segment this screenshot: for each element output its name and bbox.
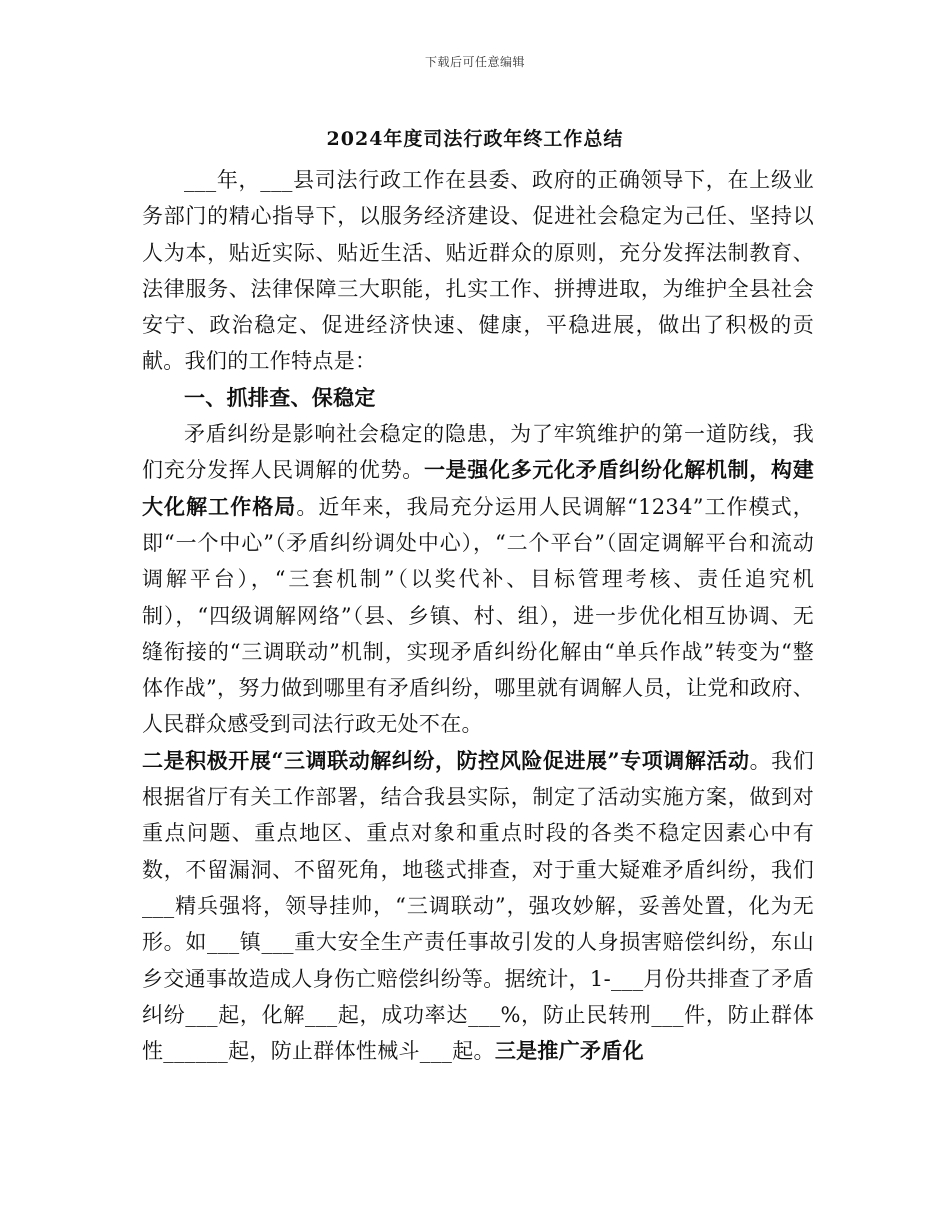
document-title: 2024年度司法行政年终工作总结 bbox=[326, 128, 624, 150]
paragraph-text: 。近年来，我局充分运用人民调解“1234”工作模式，即“一个中心”（矛盾纠纷调处中心），“二个平台”（固定调解平台和流动调解平台），“三套机制”（以奖代补、目标管理考核、责任追究机制），“四级调解网络”（县、乡镇、村、组），进一步优化相互协调、无缝衔接的“三调联动”机制，实现矛盾纠纷化解由“单兵作战”转变为“整体作战”，努力做到哪里有矛盾纠纷，哪里就有调解人员，让党和政府、人民群众感受到司法行政无处不在。 bbox=[142, 494, 814, 737]
section1-paragraph-2 bbox=[142, 743, 814, 1070]
bold-key-point-1: 一是强化多元化矛盾纠纷化解机制，构建大化解工作格局 bbox=[142, 457, 814, 519]
section1-paragraph-1 bbox=[142, 416, 814, 743]
bold-key-point-2: 二是积极开展“三调联动解纠纷，防控风险促进展”专项调解活动 bbox=[142, 747, 750, 773]
section-heading-1: 一、抓排查、保稳定 bbox=[184, 384, 376, 410]
intro-paragraph: ___年，___县司法行政工作在县委、政府的正确领导下，在上级业务部门的精心指导下，以服务经济建设、促进社会稳定为己任、坚持以人为本，贴近实际、贴近生活、贴近群众的原则，充分发挥法制教育、法律服务、法律保障三大职能，扎实工作、拼搏进取，为维护全县社会安宁、政治稳定、促进经济快速、健康，平稳进展，做出了积极的贡献。我们的工作特点是： bbox=[142, 168, 814, 374]
paragraph-text: 矛盾纠纷是影响社会稳定的隐患，为了牢筑维护的第一道防线，我们充分发挥人民调解的优势。 bbox=[142, 422, 814, 483]
paragraph-text: 。我们根据省厅有关工作部署，结合我县实际，制定了活动实施方案，做到对重点问题、重点地区、重点对象和重点时段的各类不稳定因素心中有数，不留漏洞、不留死角，地毯式排查，对于重大疑难矛盾纠纷，我们___精兵强将，领导挂帅，“三调联动”，强攻妙解，妥善处置，化为无形。如___镇___重大安全生产责任事故引发的人身损害赔偿纠纷，东山乡交通事故造成人身伤亡赔偿纠纷等。据统计，1-___月份共排查了矛盾纠纷___起，化解___起，成功率达___%，防止民转刑___件，防止群体性______起，防止群体性械斗___起。 bbox=[142, 748, 814, 1064]
header-note: 下载后可任意编辑 bbox=[424, 55, 525, 69]
document-body bbox=[142, 162, 814, 1069]
bold-key-point-3: 三是推广矛盾化 bbox=[494, 1038, 644, 1064]
